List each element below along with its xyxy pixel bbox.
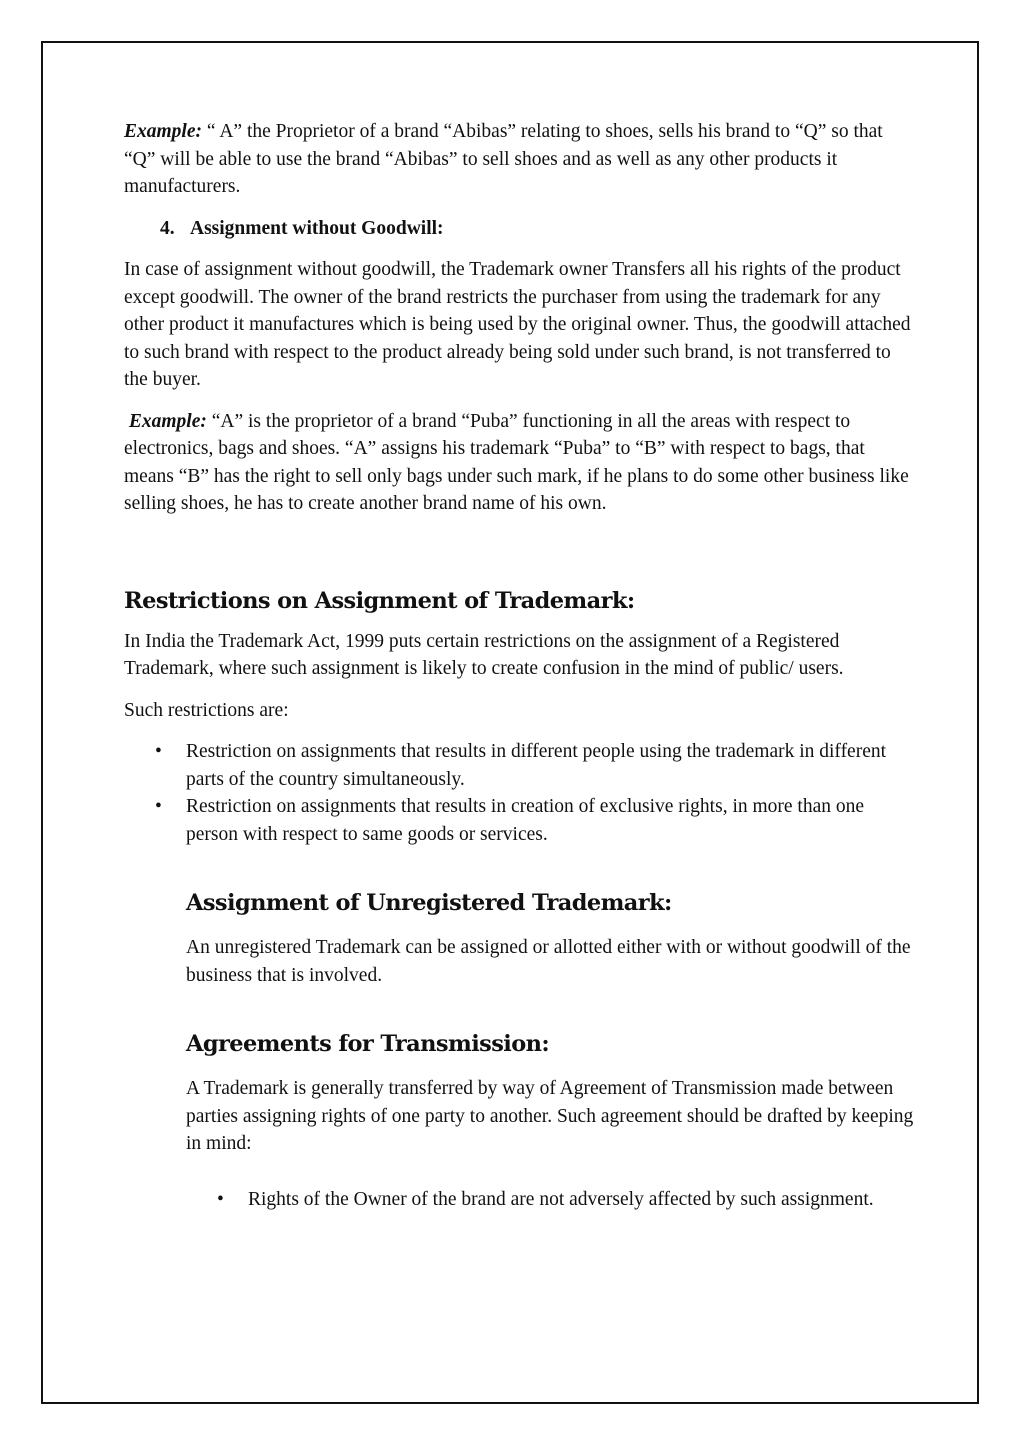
restrictions-list bbox=[124, 738, 914, 848]
item-heading-text: Assignment without Goodwill: bbox=[190, 217, 444, 239]
assignment-without-goodwill-heading bbox=[160, 215, 914, 243]
restrictions-lead: Such restrictions are: bbox=[124, 699, 289, 721]
list-item-text: Restriction on assignments that results in different people using the trademark in different parts of the country simultaneously. bbox=[186, 741, 887, 790]
assignment-without-goodwill-body: In case of assignment without goodwill, the Trademark owner Transfers all his rights of the product except goodwill. The owner of the brand restricts the purchaser from using the trademark for any other product it manufactures which is being used by the original owner. Thus, the goodwill attached to such brand with respect to the product already being sold under such brand, is not transferred to the buyer. bbox=[124, 259, 911, 390]
list-item bbox=[186, 1186, 914, 1214]
item-number: 4. bbox=[160, 217, 175, 239]
transmission-heading: Agreements for Transmission: bbox=[186, 1031, 550, 1057]
bullet-icon: • bbox=[155, 796, 162, 817]
list-item-text: Restriction on assignments that results in creation of exclusive rights, in more than one person with respect to same goods or services. bbox=[186, 796, 865, 845]
unregistered-heading: Assignment of Unregistered Trademark: bbox=[186, 890, 672, 916]
bullet-icon: • bbox=[155, 741, 162, 762]
document-content bbox=[124, 118, 914, 1213]
list-item bbox=[124, 738, 914, 793]
example-text: “A” is the proprietor of a brand “Puba” functioning in all the areas with respect to electronics, bags and shoes. “A” assigns his trademark “Puba” to “B” with respect to bags, that means “B” has the right to sell only bags under such mark, if he plans to do some other business like selling shoes, he has to create another brand name of his own. bbox=[124, 410, 909, 514]
bullet-icon: • bbox=[217, 1188, 224, 1210]
list-item-text: Rights of the Owner of the brand are not adversely affected by such assignment. bbox=[248, 1188, 874, 1210]
unregistered-section bbox=[186, 888, 914, 1158]
example-label: Example: bbox=[128, 410, 207, 432]
example-paragraph bbox=[124, 118, 914, 201]
unregistered-body: An unregistered Trademark can be assigned or allotted either with or without goodwill of the business that is involved. bbox=[186, 937, 911, 986]
transmission-list bbox=[186, 1186, 914, 1214]
example-label: Example: bbox=[124, 121, 202, 142]
restrictions-intro: In India the Trademark Act, 1999 puts certain restrictions on the assignment of a Registered Trademark, where such assignment is likely to create confusion in the mind of public/ users. bbox=[124, 630, 844, 679]
restrictions-heading: Restrictions on Assignment of Trademark: bbox=[124, 587, 635, 614]
transmission-body: A Trademark is generally transferred by way of Agreement of Transmission made between parties assigning rights of one party to another. Such agreement should be drafted by keeping in mind: bbox=[186, 1078, 914, 1154]
example-paragraph bbox=[124, 408, 914, 518]
list-item bbox=[124, 793, 914, 848]
example-text: “ A” the Proprietor of a brand “Abibas” relating to shoes, sells his brand to “Q” so that “Q” will be able to use the brand “Abibas” to sell shoes and as well as any other products it manufacturers. bbox=[124, 121, 883, 197]
